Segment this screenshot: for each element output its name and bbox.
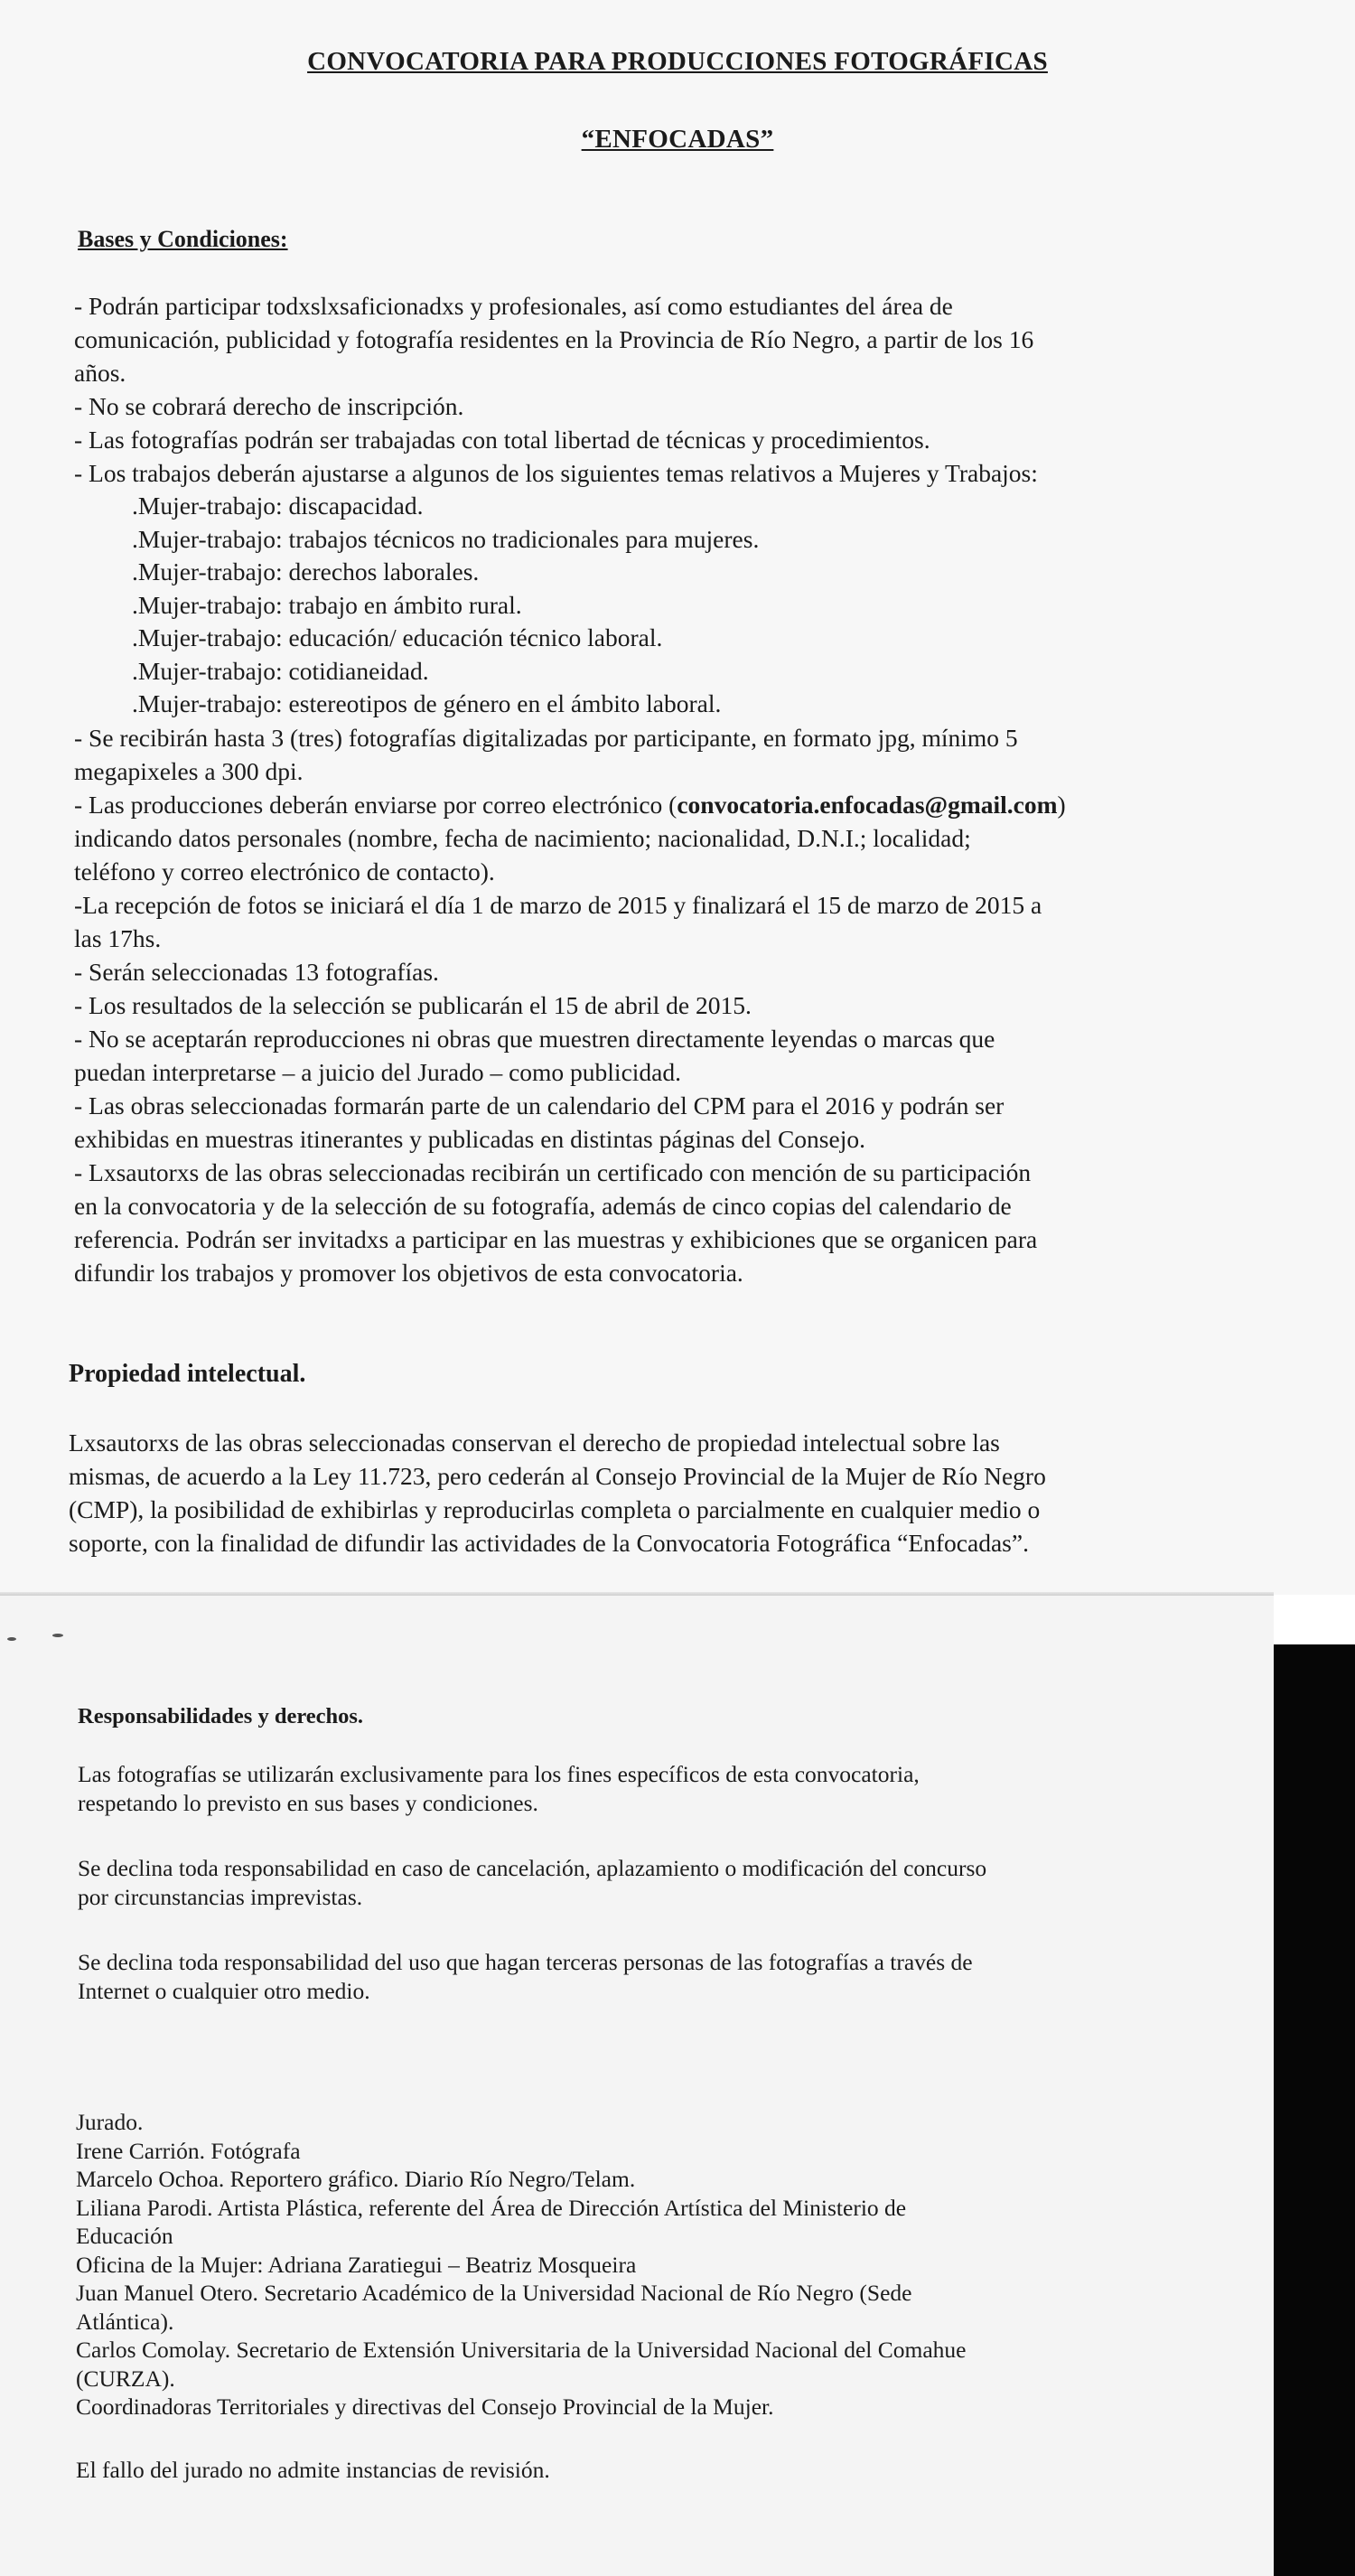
bases-line: - Lxsautorxs de las obras seleccionadas recibirán un certificado con mención de su participación: [74, 1157, 1032, 1186]
bases-line: difundir los trabajos y promover los objetivos de esta convocatoria.: [74, 1258, 743, 1287]
jury-heading: Jurado.: [76, 2109, 144, 2135]
bases-line: exhibidas en muestras itinerantes y publicadas en distintas páginas del Consejo.: [74, 1124, 865, 1153]
list-item: .Mujer-trabajo: cotidianeidad.: [132, 656, 429, 685]
topics-list: [74, 490, 1248, 721]
bases-line: - Se recibirán hasta 3 (tres) fotografías digitalizadas por participante, en formato jpg, mínimo 5: [74, 723, 1018, 752]
jury-member: Atlántica).: [76, 2308, 174, 2335]
bases-line: - No se cobrará derecho de inscripción.: [74, 392, 464, 420]
bases-line: referencia. Podrán ser invitadxs a participar en las muestras y exhibiciones que se organicen para: [74, 1224, 1038, 1253]
bases-line: en la convocatoria y de la selección de su fotografía, además de cinco copias del calendario de: [74, 1191, 1012, 1220]
bases-text: ): [1057, 790, 1066, 819]
jury-member: Irene Carrión. Fotógrafa: [76, 2137, 301, 2164]
resp-line: respetando lo previsto en sus bases y condiciones.: [78, 1789, 538, 1816]
list-item: .Mujer-trabajo: trabajos técnicos no tradicionales para mujeres.: [132, 524, 760, 553]
bases-line: [74, 788, 1248, 821]
jury-member: Carlos Comolay. Secretario de Extensión Universitaria de la Universidad Nacional del Comahue: [76, 2337, 967, 2363]
ip-line: Lxsautorxs de las obras seleccionadas conservan el derecho de propiedad intelectual sobre las: [69, 1429, 1000, 1457]
document-subtitle: “ENFOCADAS”: [581, 125, 774, 154]
jury-member: Oficina de la Mujer: Adriana Zaratiegui – Beatriz Mosqueira: [76, 2251, 637, 2278]
scan-smudge: [7, 1637, 16, 1641]
list-item: .Mujer-trabajo: educación/ educación técnico laboral.: [132, 623, 663, 651]
jury-member: (CURZA).: [76, 2365, 175, 2392]
bases-text: - Las producciones deberán enviarse por correo electrónico (: [74, 790, 678, 819]
ip-line: soporte, con la finalidad de difundir las actividades de la Convocatoria Fotográfica “Enfocadas”.: [69, 1529, 1029, 1557]
contact-email: convocatoria.enfocadas@gmail.com: [677, 790, 1058, 819]
bases-line: indicando datos personales (nombre, fecha de nacimiento; nacionalidad, D.N.I.; localidad;: [74, 823, 971, 852]
bases-line: - Las obras seleccionadas formarán parte de un calendario del CPM para el 2016 y podrán ser: [74, 1091, 1005, 1119]
ip-body: [69, 1426, 1261, 1560]
jury-section: [76, 2108, 1250, 2484]
list-item: .Mujer-trabajo: estereotipos de género en el ámbito laboral.: [132, 689, 722, 717]
bases-line: - Podrán participar todxslxsaficionadxs y profesionales, así como estudiantes del área de: [74, 292, 953, 320]
jury-member: Marcelo Ochoa. Reportero gráfico. Diario Río Negro/Telam.: [76, 2166, 636, 2192]
resp-line: Internet o cualquier otro medio.: [78, 1977, 370, 2004]
bases-line: comunicación, publicidad y fotografía residentes en la Provincia de Río Negro, a partir de los 16: [74, 325, 1034, 353]
bases-line: teléfono y correo electrónico de contacto).: [74, 857, 495, 885]
document-title: CONVOCATORIA PARA PRODUCCIONES FOTOGRÁFICAS: [307, 47, 1048, 76]
bases-line: -La recepción de fotos se iniciará el día 1 de marzo de 2015 y finalizará el 15 de marzo de 2015 a: [74, 890, 1042, 919]
page-seam: [0, 1592, 1274, 1596]
bases-line: puedan interpretarse – a juicio del Jurado – como publicidad.: [74, 1057, 682, 1086]
list-item: .Mujer-trabajo: trabajo en ámbito rural.: [132, 590, 522, 619]
jury-member: Juan Manuel Otero. Secretario Académico de la Universidad Nacional de Río Negro (Sede: [76, 2280, 912, 2306]
bases-line: megapixeles a 300 dpi.: [74, 756, 304, 785]
bases-line: las 17hs.: [74, 923, 162, 952]
jury-member: Coordinadoras Territoriales y directivas del Consejo Provincial de la Mujer.: [76, 2393, 774, 2420]
ip-line: (CMP), la posibilidad de exhibirlas y reproducirlas completa o parcialmente en cualquier medio o: [69, 1495, 1041, 1523]
resp-line: por circunstancias imprevistas.: [78, 1883, 363, 1910]
list-item: .Mujer-trabajo: discapacidad.: [132, 492, 424, 520]
scan-black-edge: [1274, 1644, 1355, 2576]
bases-line: - Los resultados de la selección se publicarán el 15 de abril de 2015.: [74, 990, 752, 1019]
bases-body: [74, 289, 1248, 1289]
bases-line: - Serán seleccionadas 13 fotografías.: [74, 957, 439, 986]
list-item: .Mujer-trabajo: derechos laborales.: [132, 557, 480, 585]
ip-line: mismas, de acuerdo a la Ley 11.723, pero cederán al Consejo Provincial de la Mujer de Río Negro: [69, 1462, 1046, 1490]
ip-heading: Propiedad intelectual.: [69, 1360, 306, 1388]
resp-line: Las fotografías se utilizarán exclusivamente para los fines específicos de esta convocatoria,: [78, 1761, 920, 1787]
resp-line: Se declina toda responsabilidad del uso que hagan terceras personas de las fotografías a través de: [78, 1949, 973, 1975]
scan-smudge: [52, 1634, 63, 1637]
jury-member: Educación: [76, 2223, 173, 2249]
bases-line: - Las fotografías podrán ser trabajadas con total libertad de técnicas y procedimientos.: [74, 426, 930, 454]
responsibilities-body: [78, 1760, 1216, 2005]
bases-line: - No se aceptarán reproducciones ni obras que muestren directamente leyendas o marcas que: [74, 1024, 995, 1053]
bases-line: - Los trabajos deberán ajustarse a algunos de los siguientes temas relativos a Mujeres y Trabajos:: [74, 459, 1038, 487]
jury-final-note: El fallo del jurado no admite instancias de revisión.: [76, 2456, 550, 2483]
jury-member: Liliana Parodi. Artista Plástica, referente del Área de Dirección Artística del Ministerio de: [76, 2194, 907, 2221]
bases-heading: Bases y Condiciones:: [78, 226, 288, 252]
resp-line: Se declina toda responsabilidad en caso de cancelación, aplazamiento o modificación del concurso: [78, 1855, 987, 1881]
responsibilities-heading: Responsabilidades y derechos.: [78, 1704, 364, 1728]
bases-line: años.: [74, 359, 126, 387]
